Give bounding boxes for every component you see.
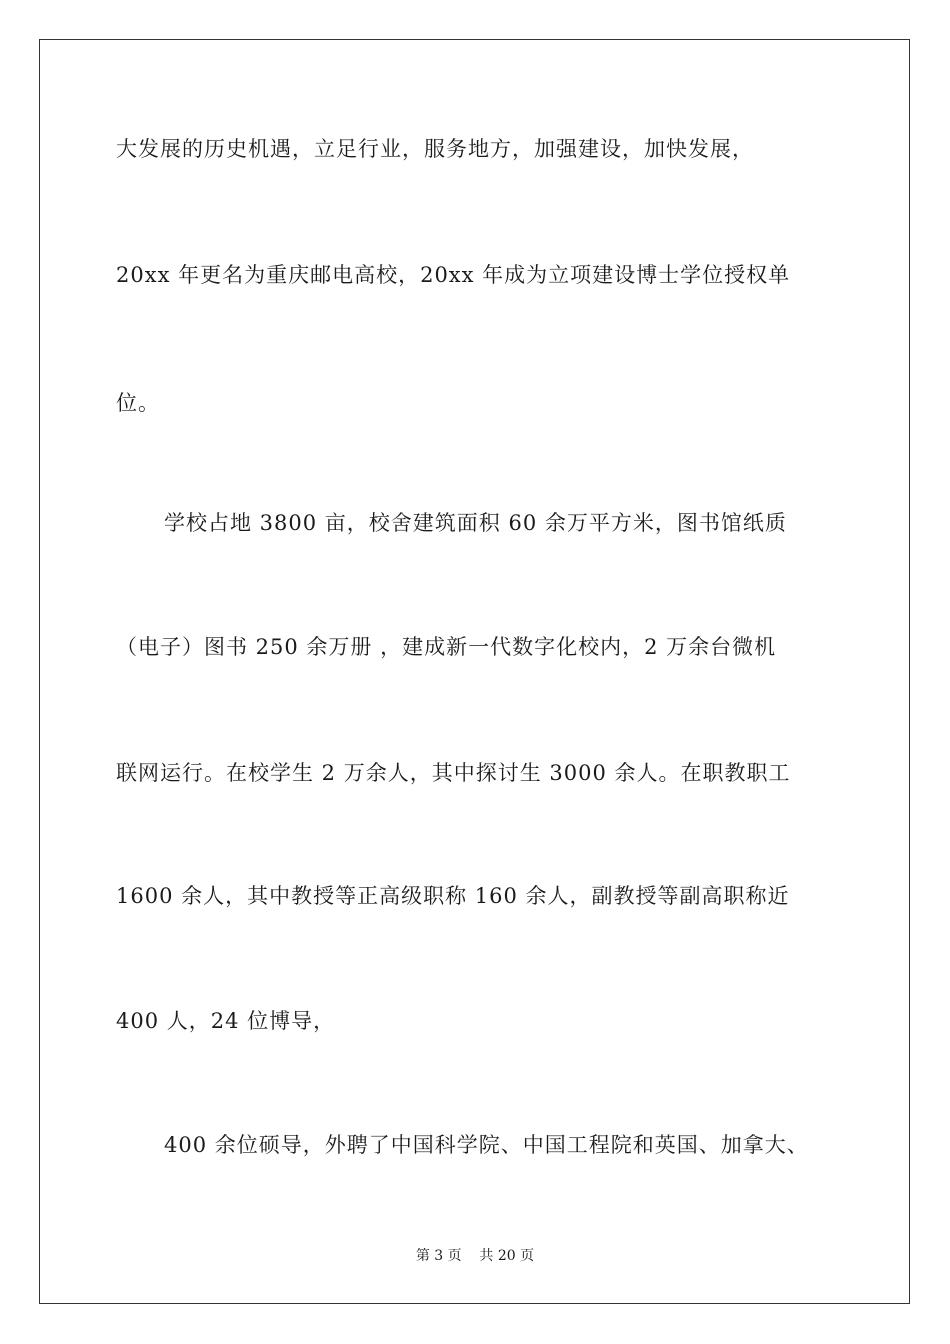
page-number-footer: 第 3 页 共 20 页 xyxy=(415,1248,535,1264)
paragraph-first-line: 学校占地 3800 亩，校舍建筑面积 60 余万平方米，图书馆纸质 xyxy=(164,511,787,535)
text-line: 400 人，24 位博导， xyxy=(116,1009,336,1033)
text-line: 20xx 年更名为重庆邮电高校，20xx 年成为立项建设博士学位授权单 xyxy=(116,263,791,287)
text-line: 联网运行。在校学生 2 万余人，其中探讨生 3000 余人。在职教职工 xyxy=(116,761,791,785)
text-line: 1600 余人，其中教授等正高级职称 160 余人，副教授等副高职称近 xyxy=(116,884,790,908)
page-border xyxy=(39,39,910,1304)
paragraph-first-line: 400 余位硕导，外聘了中国科学院、中国工程院和英国、加拿大、 xyxy=(164,1133,809,1157)
text-line: 大发展的历史机遇，立足行业，服务地方，加强建设，加快发展， xyxy=(116,137,754,161)
text-line: 位。 xyxy=(116,391,160,415)
text-line: （电子）图书 250 余万册 ，建成新一代数字化校内，2 万余台微机 xyxy=(116,635,777,659)
